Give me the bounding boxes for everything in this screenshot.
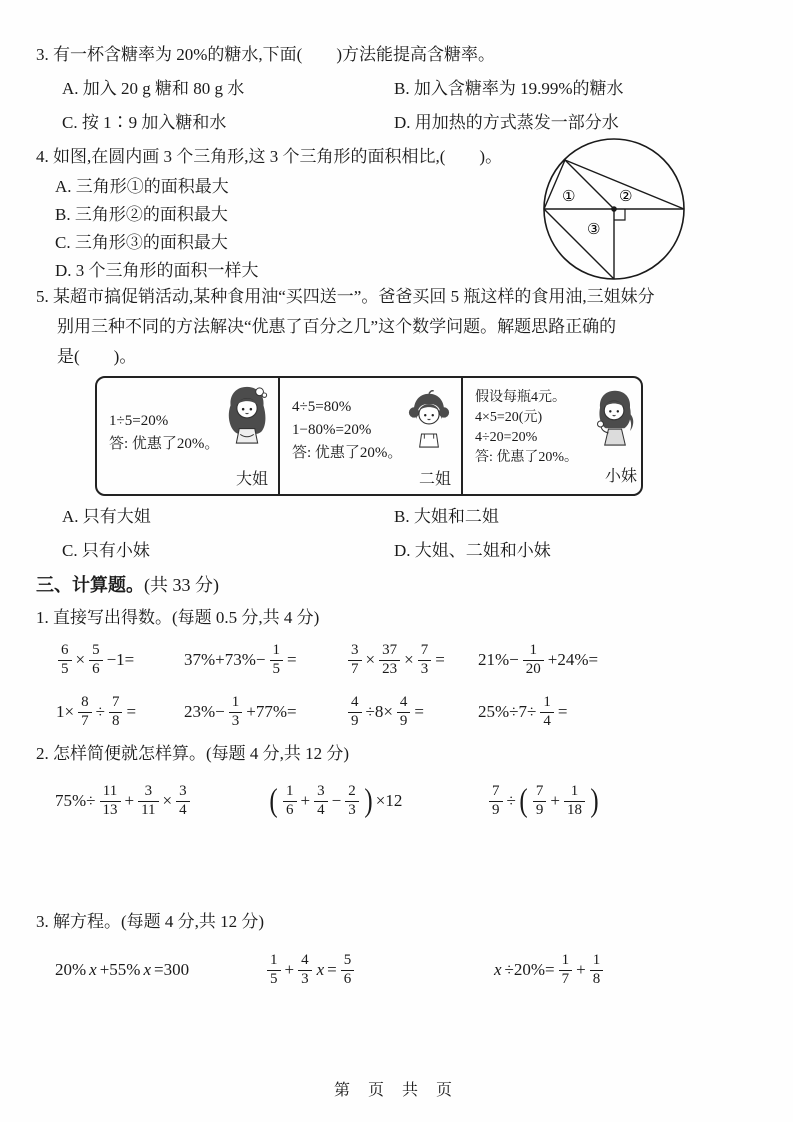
solution-line: 4÷20=20% — [475, 430, 538, 445]
solution-line: 1÷5=20% — [109, 413, 169, 429]
triangle-2-label: ② — [619, 187, 633, 205]
option-c: C. 只有小妹 — [62, 541, 150, 560]
expression: 75%÷ $\frac{11}{13}$ + $\frac{3}{11}$ × $\frac{3}{4}$ — [55, 783, 268, 819]
girl-name-label: 二姐 — [418, 471, 451, 488]
solution-line: 4÷5=80% — [292, 399, 352, 415]
question-5-text-line1: 5. 某超市搞促销活动,某种食用油“买四送一”。爸爸买回 5 瓶这样的食用油,三姐妹分 — [36, 287, 655, 306]
solution-line: 1−80%=20% — [292, 422, 372, 438]
option-d: D. 用加热的方式蒸发一部分水 — [394, 113, 619, 132]
expression: 21%− $\frac{1}{20}$ +24%= — [478, 642, 599, 677]
solutions-table — [95, 376, 643, 496]
girl-name-label: 大姐 — [235, 471, 268, 488]
option-d: D. 大姐、二姐和小妹 — [394, 541, 551, 560]
expression: 37%+73%− $\frac{1}{5}$ = — [184, 642, 297, 677]
question-5-text-line2: 别用三种不同的方法解决“优惠了百分之几”这个数学问题。解题思路正确的 — [57, 317, 617, 336]
option-a: A. 只有大姐 — [62, 507, 151, 526]
equation: x ÷20%= $\frac{1}{7}$ + $\frac{1}{8}$ — [493, 952, 763, 988]
triangle-3-label: ③ — [587, 220, 601, 238]
direct-calc-row-2 — [36, 690, 763, 734]
question-5 — [36, 282, 763, 564]
triangle-1-label: ① — [562, 187, 576, 205]
expression: $\frac{4}{9}$ ÷8× $\frac{4}{9}$ = — [346, 694, 478, 730]
expression: 23%− $\frac{1}{3}$ +77%= — [184, 694, 297, 729]
solution-line: 答: 优惠了20%。 — [292, 445, 403, 461]
solution-line: 答: 优惠了20%。 — [475, 450, 579, 465]
equations-row — [36, 946, 763, 994]
question-3-text: 3. 有一杯含糖率为 20%的糖水,下面( )方法能提高含糖率。 — [36, 45, 495, 64]
part-1-title: 1. 直接写出得数。(每题 0.5 分,共 4 分) — [36, 608, 320, 627]
question-5-text-line3: 是( )。 — [57, 347, 137, 366]
equation: $\frac{1}{5}$ + $\frac{4}{3}$ x = $\frac{5}{6}$ — [265, 952, 493, 988]
table-cell-eldest-sister — [97, 378, 280, 494]
second-sister-avatar — [407, 390, 451, 448]
table-cell-second-sister — [280, 378, 463, 494]
direct-calc-row-1 — [36, 638, 763, 682]
option-a: A. 三角形①的面积最大 — [55, 177, 229, 196]
part-3-title: 3. 解方程。(每题 4 分,共 12 分) — [36, 912, 265, 931]
expression: $\frac{7}{9}$ ÷ ( $\frac{7}{9}$ + $\frac{1}{18}$ ) — [487, 783, 763, 819]
equation: 20% x +55% x =300 — [55, 959, 190, 979]
option-b: B. 大姐和二姐 — [394, 507, 499, 526]
question-3-options — [62, 76, 763, 136]
expression: ( $\frac{1}{6}$ + $\frac{3}{4}$ − $\frac{2}{3}$ ) ×12 — [269, 782, 403, 820]
section-3-title: 三、计算题。 — [36, 575, 144, 595]
circle-triangles-figure — [538, 133, 690, 285]
question-5-options — [62, 504, 763, 564]
option-b: B. 三角形②的面积最大 — [55, 205, 228, 224]
question-4-text: 4. 如图,在圆内画 3 个三角形,这 3 个三角形的面积相比,( )。 — [36, 147, 503, 166]
solution-line: 假设每瓶4元。 — [475, 390, 566, 405]
option-d: D. 3 个三角形的面积一样大 — [55, 261, 259, 280]
question-3 — [36, 42, 763, 136]
expression: 1× $\frac{8}{7}$ ÷ $\frac{7}{8}$ = — [56, 694, 137, 729]
expression: 25%÷7÷ $\frac{1}{4}$ = — [478, 694, 568, 729]
expression: $\frac{3}{7}$ × $\frac{37}{23}$ × $\frac{7}{3}$ = — [346, 642, 478, 678]
option-b: B. 加入含糖率为 19.99%的糖水 — [394, 79, 624, 98]
solution-line: 4×5=20(元) — [475, 410, 543, 425]
page-footer: 第 页 共 页 — [333, 1082, 459, 1099]
solution-line: 答: 优惠了20%。 — [109, 436, 220, 452]
option-a: A. 加入 20 g 糖和 80 g 水 — [62, 79, 245, 98]
center-dot — [611, 206, 617, 212]
table-cell-little-sister — [463, 378, 641, 494]
simplify-calc-row — [36, 776, 763, 826]
eldest-sister-avatar — [224, 385, 270, 445]
girl-name-label: 小妹 — [604, 468, 637, 485]
option-c: C. 三角形③的面积最大 — [55, 233, 228, 252]
option-c: C. 按 1∶9 加入糖和水 — [62, 113, 227, 132]
expression: $\frac{6}{5}$ × $\frac{5}{6}$ −1= — [56, 642, 184, 678]
question-4 — [36, 144, 763, 282]
section-3-heading — [36, 572, 763, 598]
little-sister-avatar — [593, 388, 637, 446]
section-3-points: (共 33 分) — [144, 575, 219, 595]
part-2-title: 2. 怎样简便就怎样算。(每题 4 分,共 12 分) — [36, 744, 350, 763]
